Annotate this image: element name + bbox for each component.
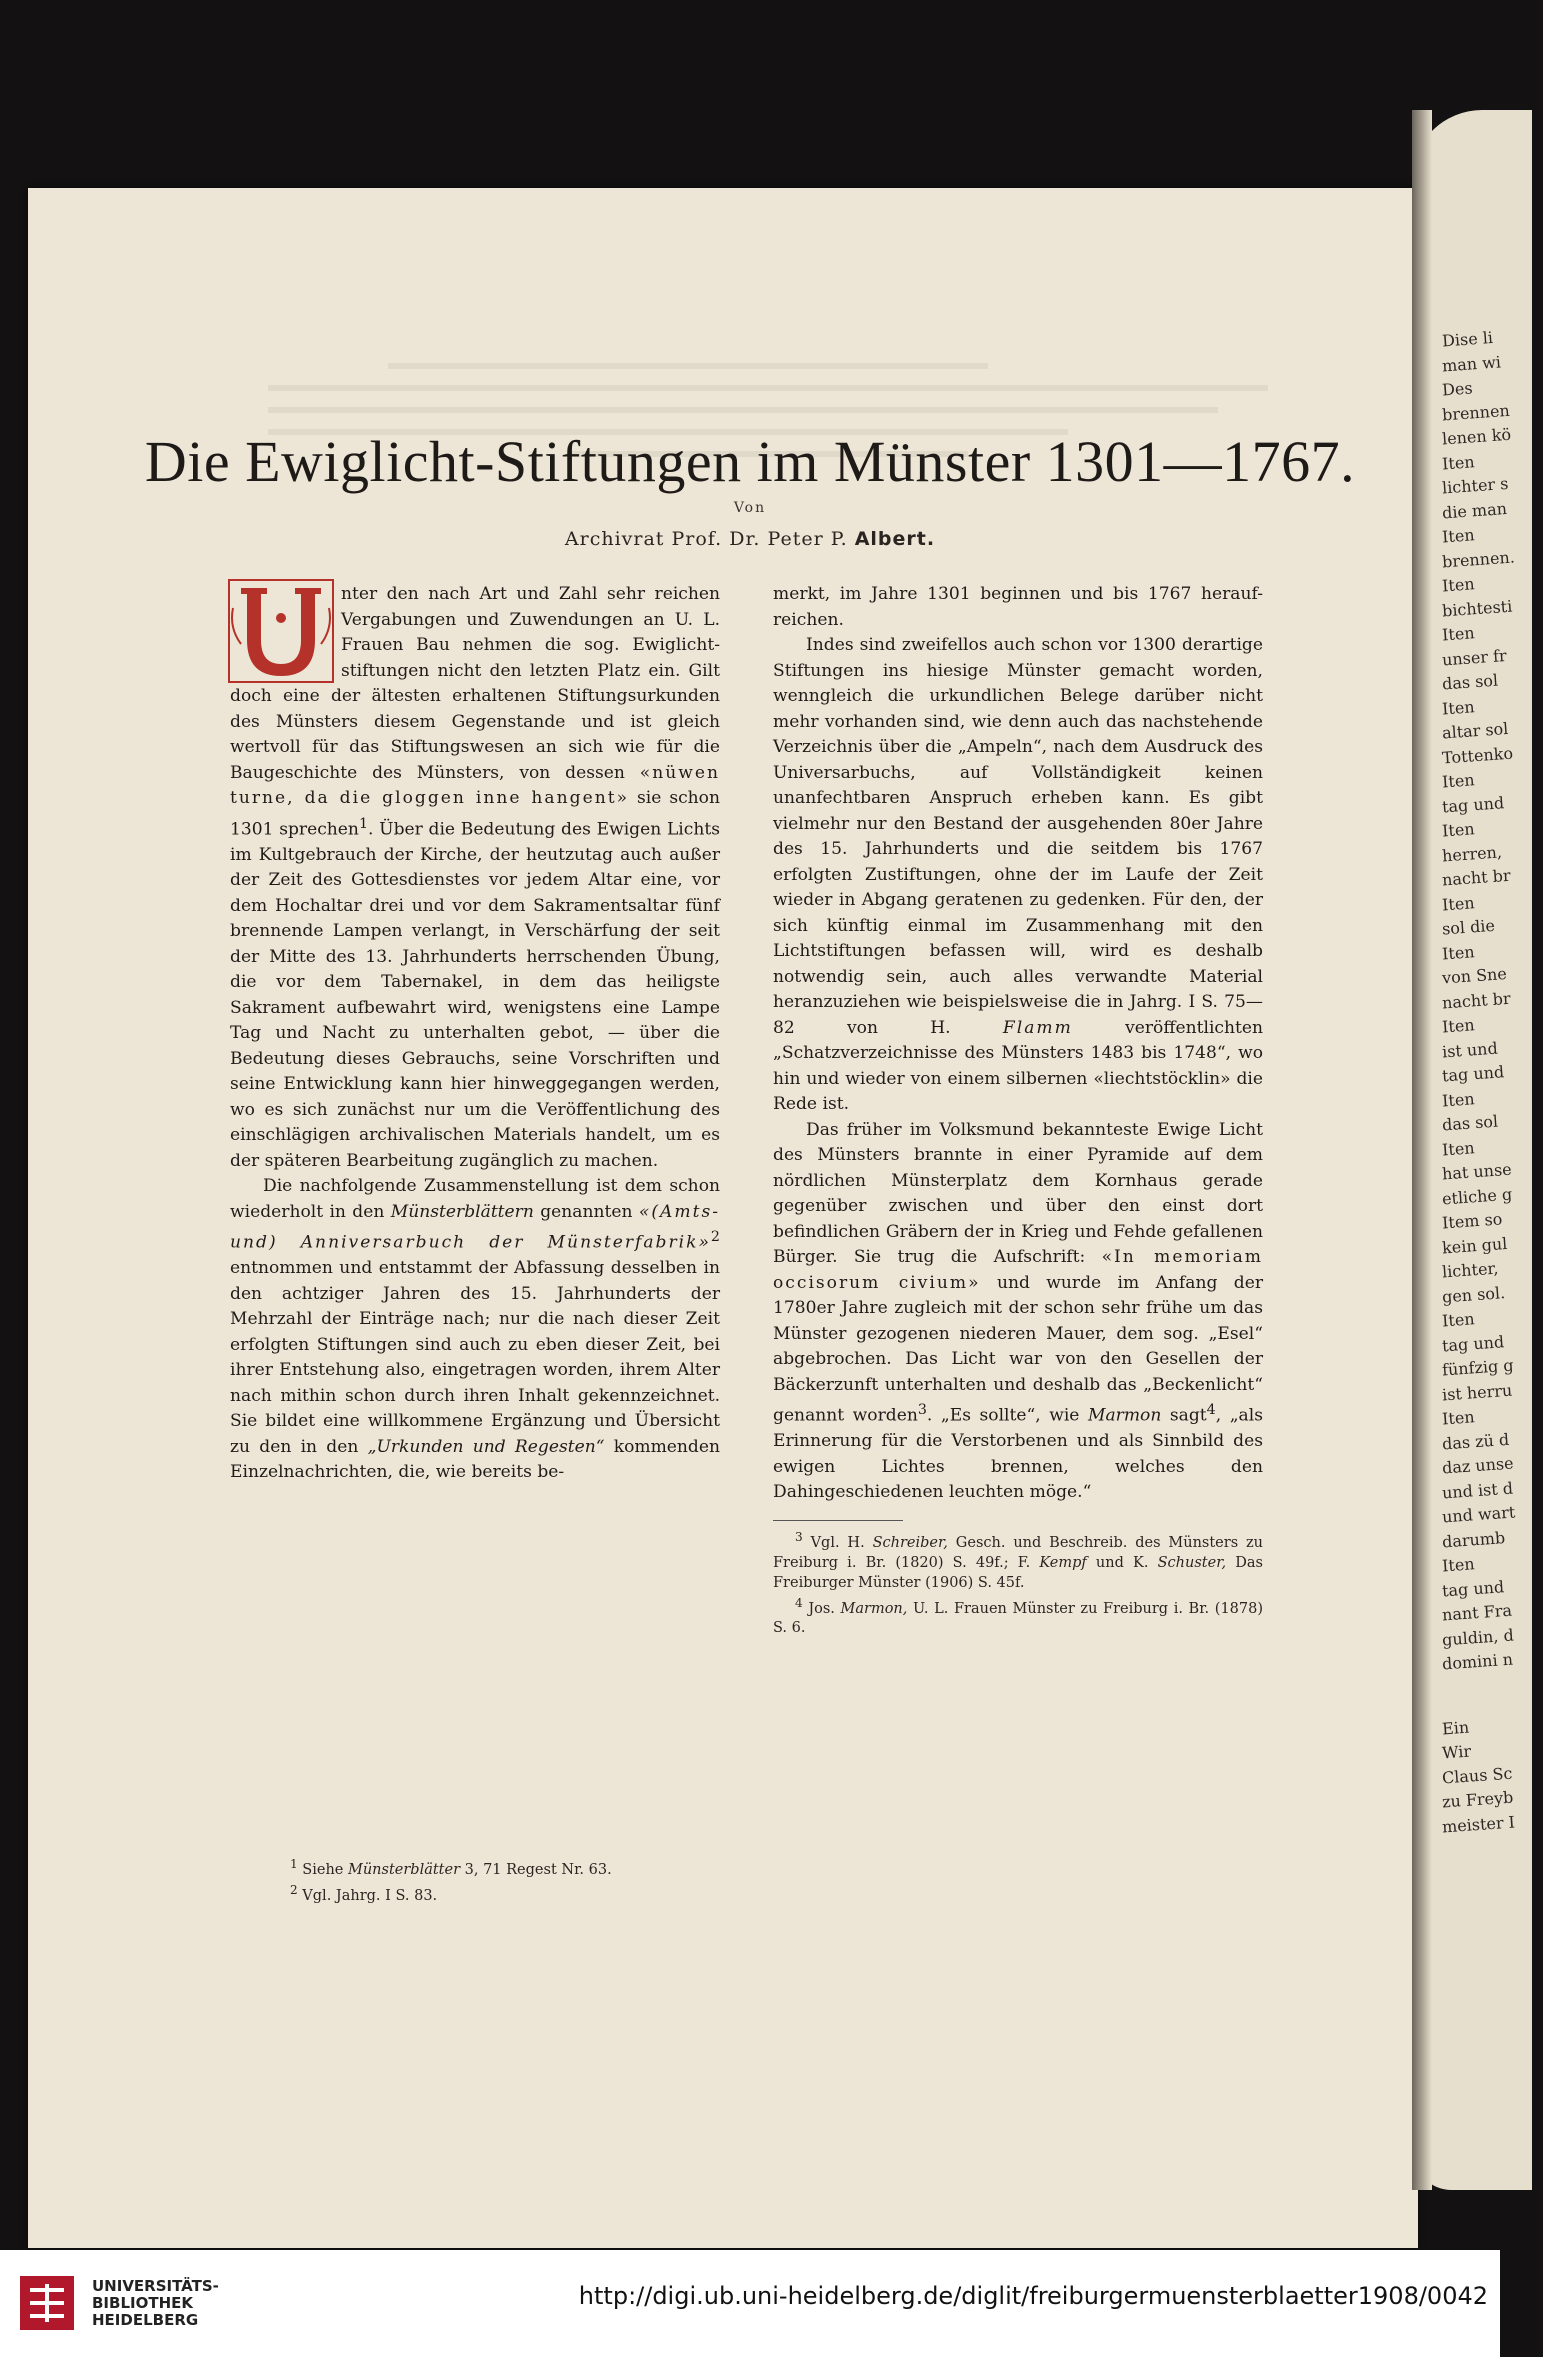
next-page-line: Iten (1441, 819, 1476, 841)
next-page-line: das zü d (1441, 1429, 1510, 1453)
next-page-line: die man (1441, 498, 1508, 522)
next-page-line: tag und (1441, 792, 1505, 816)
right-paragraph-1: merkt, im Jahre 1301 beginnen und bis 1767 herauf-reichen. (773, 584, 1263, 630)
next-page-line: Iten (1441, 1407, 1476, 1429)
next-page-line: Ein (1441, 1717, 1470, 1738)
next-page-line: kein gul (1441, 1233, 1508, 1257)
next-page-line: man wi (1441, 351, 1502, 375)
next-page-line: von Sne (1441, 963, 1508, 988)
next-page-line: das sol (1441, 670, 1499, 694)
next-page-line: Iten (1441, 574, 1476, 596)
next-page-line: bichtesti (1441, 596, 1513, 620)
adjacent-page-edge (1412, 110, 1532, 2190)
next-page-line: und ist d (1441, 1478, 1514, 1502)
next-page-line: Iten (1441, 623, 1476, 645)
next-page-line: Iten (1441, 696, 1476, 718)
permalink-url[interactable]: http://digi.ub.uni-heidelberg.de/diglit/freiburgermuensterblaetter1908/0042 (578, 2282, 1488, 2310)
next-page-line: fünfzig g (1441, 1355, 1515, 1380)
next-page-line: brennen (1441, 400, 1511, 424)
page-gutter-shadow (1412, 110, 1432, 2190)
next-page-line: Iten (1441, 770, 1476, 792)
next-page-line: Iten (1441, 892, 1476, 914)
next-page-line: Iten (1441, 1088, 1476, 1110)
next-page-line: unser fr (1441, 645, 1508, 669)
next-page-line: sol die (1441, 915, 1496, 939)
footnote-ref-4[interactable]: 4 (1206, 1402, 1216, 1418)
university-library-logo-icon (18, 2274, 76, 2332)
next-page-line: Iten (1441, 1015, 1476, 1037)
left-column (230, 582, 720, 1486)
next-page-line: nant Fra (1441, 1600, 1513, 1625)
viewer-footer (0, 2250, 1500, 2357)
next-page-line: Claus Sc (1441, 1763, 1513, 1787)
footnote-ref-2[interactable]: 2 (710, 1229, 720, 1246)
footnotes-right (773, 1520, 1263, 1639)
next-page-line: lichter s (1441, 473, 1509, 498)
footnote-1: $^1$ Siehe Münsterblätter 3, 71 Regest Nr. 63. (290, 1857, 612, 1878)
article-title: Die Ewiglicht-Stiftungen im Münster 1301—1767. (144, 429, 1356, 494)
next-page-line: daz unse (1441, 1453, 1515, 1478)
next-page-line: und wart (1441, 1502, 1516, 1527)
byline-von: Von (733, 500, 767, 516)
footnote-ref-3[interactable]: 3 (917, 1402, 927, 1418)
next-page-line: Item so (1441, 1209, 1503, 1233)
right-paragraph-2: Indes sind zweifellos auch schon vor 1300 derartige Stiftungen ins hiesige Münster gemacht worden, wenngleich die urkundlichen Belege darüber nicht mehr vorhanden sind, wie denn auch das nachstehende Verzeichnis über die „Ampeln“, nach dem Ausdruck des Universarbuchs, auf Vollständigkeit keinen unanfechtbaren Anspruch erheben kann. Es gibt vielmehr nur den Bestand der ausgehenden 80er Jahre des 15. Jahrhunderts und die seitdem bis 1767 erfolgten Zustiftungen, ohne der im Laufe der Zeit wieder in Abgang geratenen zu gedenken. Für den, der sich künftig einmal im Zusammenhang mit den Lichtstiftungen befassen will, wird es deshalb notwendig sein, auch alles verwandte Material heranzuziehen wie beispielsweise die in Jahrg. I S. 75—82 von H. Flamm veröffentlichten „Schatzverzeichnisse des Münsters 1483 bis 1748“, wo hin und wieder von einem silbernen «liechtstöcklin» die Rede ist. (773, 635, 1264, 1114)
next-page-line: tag und (1441, 1576, 1505, 1600)
footnote-ref-1[interactable]: 1 (358, 815, 369, 832)
footnote-rule (773, 1520, 903, 1521)
next-page-line: tag und (1441, 1331, 1505, 1355)
next-page-line: das sol (1441, 1111, 1499, 1135)
next-page-line: Iten (1441, 1309, 1476, 1331)
next-page-line: etliche g (1441, 1184, 1513, 1208)
next-page-line: zu Freyb (1441, 1787, 1514, 1812)
next-page-line: Iten (1441, 1554, 1476, 1576)
next-page-line: Iten (1441, 941, 1476, 963)
next-page-line: lichter, (1441, 1258, 1499, 1282)
next-page-line: Des (1441, 378, 1474, 400)
author-byline (0, 528, 1500, 550)
next-page-line: Dise li (1441, 327, 1494, 351)
right-column (773, 582, 1263, 1638)
next-page-line: nacht br (1441, 988, 1512, 1012)
next-page-line: gen sol. (1441, 1282, 1506, 1306)
next-page-line: Wir (1441, 1741, 1472, 1763)
quote-nuewen-turne: «nüwen turne, da die gloggen inne hangent» (230, 762, 720, 808)
next-page-line: meister I (1441, 1811, 1516, 1836)
next-page-line: tag und (1441, 1062, 1505, 1086)
footnote-4: $^4$ Jos. Marmon, U. L. Frauen Münster zu Freiburg i. Br. (1878) S. 6. (773, 1595, 1263, 1637)
next-page-line: Iten (1441, 451, 1476, 473)
footnote-3: $^3$ Vgl. H. Schreiber, Gesch. und Beschreib. des Münsters zu Freiburg i. Br. (1820) S. 49f.; F. Kempf und K. Schuster, Das Freiburger Münster (1906) S. 45f. (773, 1529, 1263, 1591)
next-page-line: herren, (1441, 841, 1503, 865)
library-name: UNIVERSITÄTS- BIBLIOTHEK HEIDELBERG (92, 2277, 219, 2329)
next-page-line: brennen. (1441, 546, 1516, 571)
next-page-line: nacht br (1441, 865, 1512, 890)
next-page-line: ist und (1441, 1038, 1499, 1061)
next-page-line: altar sol (1441, 718, 1509, 743)
next-page-line: Iten (1441, 525, 1476, 547)
next-page-line: darumb (1441, 1527, 1506, 1551)
footnote-2: $^2$ Vgl. Jahrg. I S. 83. (290, 1882, 438, 1904)
next-page-line: Iten (1441, 1137, 1476, 1159)
decorated-initial-u-icon (227, 578, 335, 684)
author-prefix: Archivrat Prof. Dr. Peter P. (564, 528, 848, 550)
right-paragraph-3: Das früher im Volksmund bekannteste Ewige Licht des Münsters brannte in einer Pyramide auf dem nördlichen Münsterplatz dem Kornhaus gerade gegenüber zwischen und über den einst dort befindlichen Gräbern der in Krieg und Fehde gefallenen Bürger. Sie trug die Aufschrift: «In memoriam occisorum civium» und wurde im Anfang der 1780er Jahre zugleich mit der schon sehr frühe um das Münster gezogenen niederen Mauer, dem sog. „Esel“ abgebrochen. Das Licht war von den Gesellen der Bäckerzunft unterhalten und deshalb das „Beckenlicht“ genannt worden$^3$. „Es sollte“, wie Marmon sagt$^4$, „als Erinnerung für die Verstorbenen und als Sinnbild des ewigen Lichtes brennen, welches den Dahingeschiedenen leuchten möge.“ (773, 1119, 1263, 1503)
left-paragraph-1: nter den nach Art und Zahl sehr reichen Vergabungen und Zuwendungen an U. L. Frauen Bau nehmen die sog. Ewiglicht-stiftungen nicht den letzten Platz ein. Gilt doch eine der ältesten erhaltenen Stiftungsurkunden des Münsters diesem Gegenstande und ist gleich wertvoll für das Stiftungswesen an sich wie für die Baugeschichte des Münsters, von dessen «nüwen turne, da die gloggen inne hangent» sie schon 1301 sprechen$^1$. Über die Bedeutung des Ewigen Lichts im Kultgebrauch der Kirche, der heutzutag auch außer der Zeit des Gottesdienstes vor jedem Altar eine, vor dem Hochaltar drei und vor dem Sakramentsaltar fünf brennende Lampen verlangt, in Verschärfung der seit der Mitte des 13. Jahrhunderts herrschenden Übung, die vor dem Tabernakel, in dem das heiligste Sakrament aufbewahrt wird, wenigstens eine Lampe Tag und Nacht zu unterhalten gebot, — über die Bedeutung dieses Gebrauchs, seine Vorschriften und seine Entwicklung kann hier hinweggegangen werden, wo es sich zunächst nur um die Veröffentlichung des einschlägigen archivalischen Materials handelt, um es der späteren Bearbeitung zugänglich zu machen. (230, 584, 720, 1171)
author-name: Albert. (854, 528, 936, 550)
next-page-line: guldin, d (1441, 1625, 1515, 1649)
next-page-line: lenen kö (1441, 424, 1512, 449)
next-page-line: Tottenko (1441, 743, 1514, 767)
next-page-line: domini n (1441, 1649, 1514, 1674)
left-paragraph-2: Die nachfolgende Zusammenstellung ist dem schon wiederholt in den Münsterblättern genannten «(Amts- und) Anniversarbuch der Münsterfabrik»$^2$ entnommen und entstammt der Abfassung desselben in den achtziger Jahren des 15. Jahrhunderts der Mehrzahl der Einträge nach; nur die nach dieser Zeit erfolgten Stiftungen sind auch zu eben dieser Zeit, bei ihrer Entstehung also, eingetragen worden, ihrem Alter nach mithin schon durch ihren Inhalt gekennzeichnet. Sie bildet eine willkommene Ergänzung und Übersicht zu den in den „Urkunden und Regesten“ kommenden Einzelnachrichten, die, wie bereits be- (230, 1176, 720, 1483)
footnotes-left (290, 1854, 612, 1906)
next-page-line: hat unse (1441, 1159, 1513, 1184)
quote-liechtstoecklin: «liechtstöcklin» (1093, 1068, 1231, 1089)
next-page-line: ist herru (1441, 1380, 1513, 1404)
